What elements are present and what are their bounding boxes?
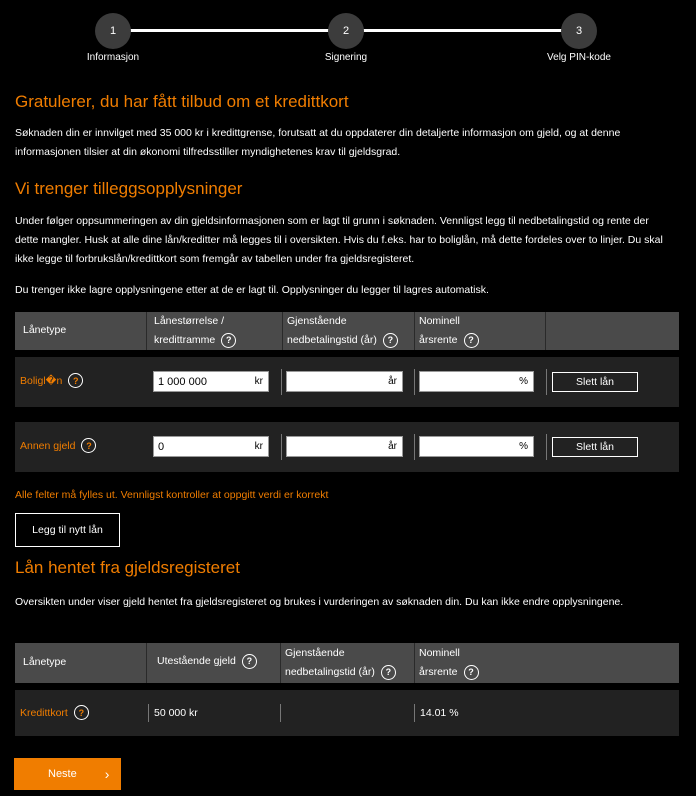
step-2-circle: 2	[328, 13, 364, 49]
col-divider	[146, 312, 147, 350]
validation-error: Alle felter må fylles ut. Vennligst kontroller at oppgitt verdi er korrekt	[15, 489, 329, 501]
next-button[interactable]	[14, 758, 121, 790]
col-divider	[414, 312, 415, 350]
loan-type-label: Boligl�n ?	[20, 373, 83, 388]
col-rate-header: Nominell årsrente ?	[419, 312, 479, 350]
col-type-header: Lånetype	[23, 324, 67, 336]
delete-loan-button[interactable]: Slett lån	[552, 437, 638, 457]
help-icon[interactable]: ?	[383, 333, 398, 348]
registry-table-header	[15, 643, 679, 683]
col-size-header: Lånestørrelse / kredittramme ?	[154, 312, 236, 350]
step-2-label: Signering	[324, 52, 368, 63]
cell-divider	[546, 434, 547, 460]
chevron-right-icon: ›	[104, 766, 110, 782]
registry-text: Oversikten under viser gjeld hentet fra gjeldsregisteret og brukes i vurderingen av søknaden din. Du kan ikke endre opplysningene.	[15, 596, 624, 608]
col-type-header: Lånetype	[23, 656, 67, 668]
cell-divider	[414, 434, 415, 460]
loan-years-input[interactable]: år	[286, 371, 403, 392]
loan-row	[15, 422, 679, 472]
cell-divider	[281, 369, 282, 395]
cell-divider	[414, 704, 415, 722]
help-icon[interactable]: ?	[242, 654, 257, 669]
add-loan-button[interactable]: Legg til nytt lån	[15, 513, 120, 547]
col-divider	[146, 643, 147, 683]
loan-row	[15, 357, 679, 407]
help-icon[interactable]: ?	[74, 705, 89, 720]
next-button-label: Neste	[48, 768, 77, 780]
cell-divider	[148, 704, 149, 722]
additional-text-2: Du trenger ikke lagre opplysningene etter at de er lagt til. Opplysninger du legger til lagres automatisk.	[15, 284, 489, 296]
cell-divider	[281, 434, 282, 460]
help-icon[interactable]: ?	[81, 438, 96, 453]
loan-years-input[interactable]: år	[286, 436, 403, 457]
col-rate-header: Nominell årsrente ?	[419, 644, 479, 682]
cell-divider	[280, 704, 281, 722]
help-icon[interactable]: ?	[464, 333, 479, 348]
delete-loan-button[interactable]: Slett lån	[552, 372, 638, 392]
step-3-label: Velg PIN-kode	[547, 52, 611, 63]
loan-amount-input[interactable]: 1 000 000 kr	[153, 371, 269, 392]
col-divider	[280, 643, 281, 683]
col-remaining-header: Gjenstående nedbetalingstid (år) ?	[285, 644, 396, 682]
cell-divider	[546, 369, 547, 395]
registry-rate: 14.01 %	[420, 707, 459, 719]
help-icon[interactable]: ?	[221, 333, 236, 348]
loan-type-label: Annen gjeld ?	[20, 438, 96, 453]
step-1-circle: 1	[95, 13, 131, 49]
loan-amount-input[interactable]: 0 kr	[153, 436, 269, 457]
loan-rate-input[interactable]: %	[419, 371, 534, 392]
help-icon[interactable]: ?	[68, 373, 83, 388]
step-3-circle: 3	[561, 13, 597, 49]
col-remaining-header: Gjenstående nedbetalingstid (år) ?	[287, 312, 398, 350]
help-icon[interactable]: ?	[464, 665, 479, 680]
help-icon[interactable]: ?	[381, 665, 396, 680]
offer-text: Søknaden din er innvilget med 35 000 kr i kredittgrense, forutsatt at du oppdaterer din detaljerte informasjon om gjeld, og at denne informasjonen tilsier at din økonomi tilfredsstiller myndighetenes krav til gjeldsgrad.	[15, 127, 621, 158]
col-outstanding-header: Utestående gjeld ?	[157, 652, 257, 671]
additional-heading: Vi trenger tilleggsopplysninger	[15, 179, 243, 198]
registry-outstanding: 50 000 kr	[154, 707, 198, 719]
registry-heading: Lån hentet fra gjeldsregisteret	[15, 558, 240, 577]
loan-rate-input[interactable]: %	[419, 436, 534, 457]
col-divider	[282, 312, 283, 350]
col-divider	[414, 643, 415, 683]
offer-heading: Gratulerer, du har fått tilbud om et kredittkort	[15, 92, 349, 111]
cell-divider	[414, 369, 415, 395]
step-1-label: Informasjon	[86, 52, 140, 63]
registry-row	[15, 690, 679, 736]
registry-type-label: Kredittkort ?	[20, 705, 89, 720]
additional-text-1: Under følger oppsummeringen av din gjeldsinformasjonen som er lagt til grunn i søknaden. Vennligst legg til nedbetalingstid og rente der dette mangler. Husk at alle dine lån/kreditter må legges til i oversikten. Hvis du f.eks. har to boliglån, må dette fordeles over to linjer. Du skal ikke legge til forbrukslån/kredittkort som fremgår av tabellen under fra gjeldsregisteret.	[15, 215, 663, 265]
col-divider	[545, 312, 546, 350]
loan-table-header	[15, 312, 679, 350]
